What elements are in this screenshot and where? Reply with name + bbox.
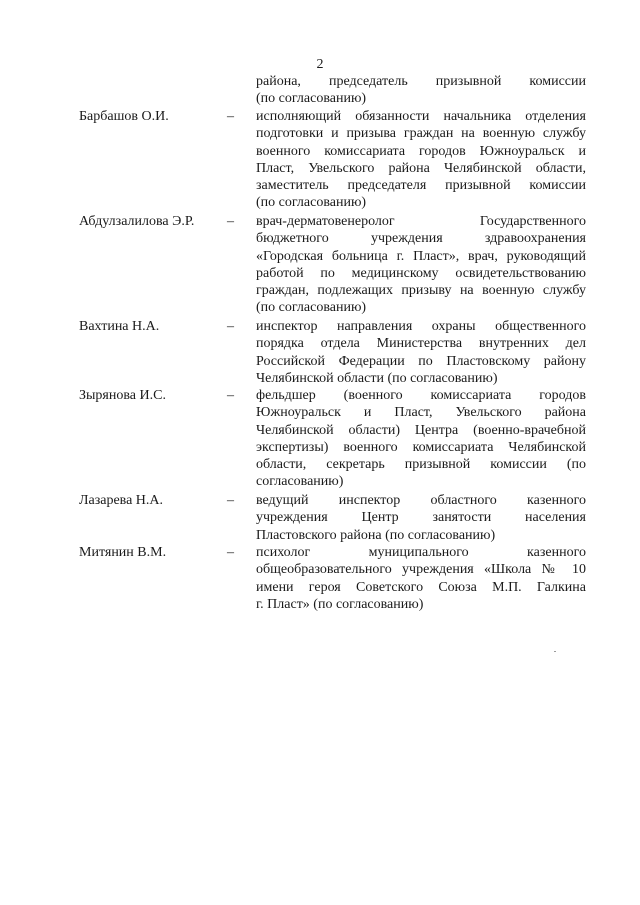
text-line: фельдшер (военного комиссариата городов [256, 388, 586, 403]
text-line: общеобразовательного учреждения «Школа № 10 [256, 562, 586, 578]
dash-separator: – [227, 388, 234, 403]
text-line: психолог муниципального казенного [256, 545, 586, 560]
text-line: (по согласованию) [256, 195, 367, 211]
page-number: 2 [316, 57, 324, 72]
member-position [256, 387, 586, 491]
text-line: подготовки и призыва граждан на военную службу [256, 126, 586, 142]
dash-separator: – [227, 493, 234, 508]
text-line: Пластовского района (по согласованию) [256, 527, 496, 543]
member-name: Зырянова И.С. [79, 388, 166, 403]
member-name: Митянин В.М. [79, 545, 167, 560]
dash-separator: – [227, 109, 234, 124]
member-name: Абдулзалилова Э.Р. [79, 214, 195, 229]
text-line: Российской Федерации по Пластовскому району [256, 353, 586, 369]
continuation-text [256, 73, 586, 108]
dash-separator: – [227, 214, 234, 229]
member-position [256, 108, 586, 212]
text-line: работой по медицинскому освидетельствованию [256, 265, 586, 281]
text-line: (по согласованию) [256, 300, 367, 316]
text-line: исполняющий обязанности начальника отделения [256, 109, 586, 124]
member-name: Барбашов О.И. [79, 109, 169, 124]
text-line: Челябинской области (по согласованию) [256, 370, 498, 386]
text-line: экспертизы) военного комиссариата Челябинской [256, 439, 586, 455]
member-name: Лазарева Н.А. [79, 493, 164, 508]
dash-separator: – [227, 545, 234, 560]
scan-speck [554, 651, 556, 652]
text-line: согласованию) [256, 474, 344, 490]
text-line: «Городская больница г. Пласт», врач, руководящий [256, 248, 586, 264]
text-line: (по согласованию) [256, 91, 367, 107]
text-line: области, секретарь призывной комиссии (по [256, 457, 586, 473]
text-line: врач-дерматовенеролог Государственного [256, 214, 586, 229]
member-position [256, 213, 586, 317]
text-line: ведущий инспектор областного казенного [256, 493, 586, 508]
member-position [256, 492, 586, 544]
text-line: бюджетного учреждения здравоохранения [256, 231, 586, 247]
text-line: Пласт, Увельского района Челябинской области, [256, 160, 586, 176]
text-line: военного комиссариата городов Южноуральск и [256, 143, 586, 159]
dash-separator: – [227, 319, 234, 334]
member-name: Вахтина Н.А. [79, 319, 160, 334]
text-line: граждан, подлежащих призыву на военную службу [256, 283, 586, 299]
text-line: заместитель председателя призывной комиссии [256, 178, 586, 194]
text-line: района, председатель призывной комиссии [256, 74, 586, 89]
text-line: г. Пласт» (по согласованию) [256, 596, 424, 612]
text-line: имени героя Советского Союза М.П. Галкина [256, 579, 586, 595]
member-position [256, 544, 586, 613]
member-position [256, 318, 586, 387]
text-line: учреждения Центр занятости населения [256, 510, 586, 526]
text-line: инспектор направления охраны общественного [256, 319, 586, 334]
text-line: Южноуральск и Пласт, Увельского района [256, 405, 586, 421]
text-line: Челябинской области) Центра (военно-врачебной [256, 422, 586, 438]
text-line: порядка отдела Министерства внутренних дел [256, 336, 586, 352]
